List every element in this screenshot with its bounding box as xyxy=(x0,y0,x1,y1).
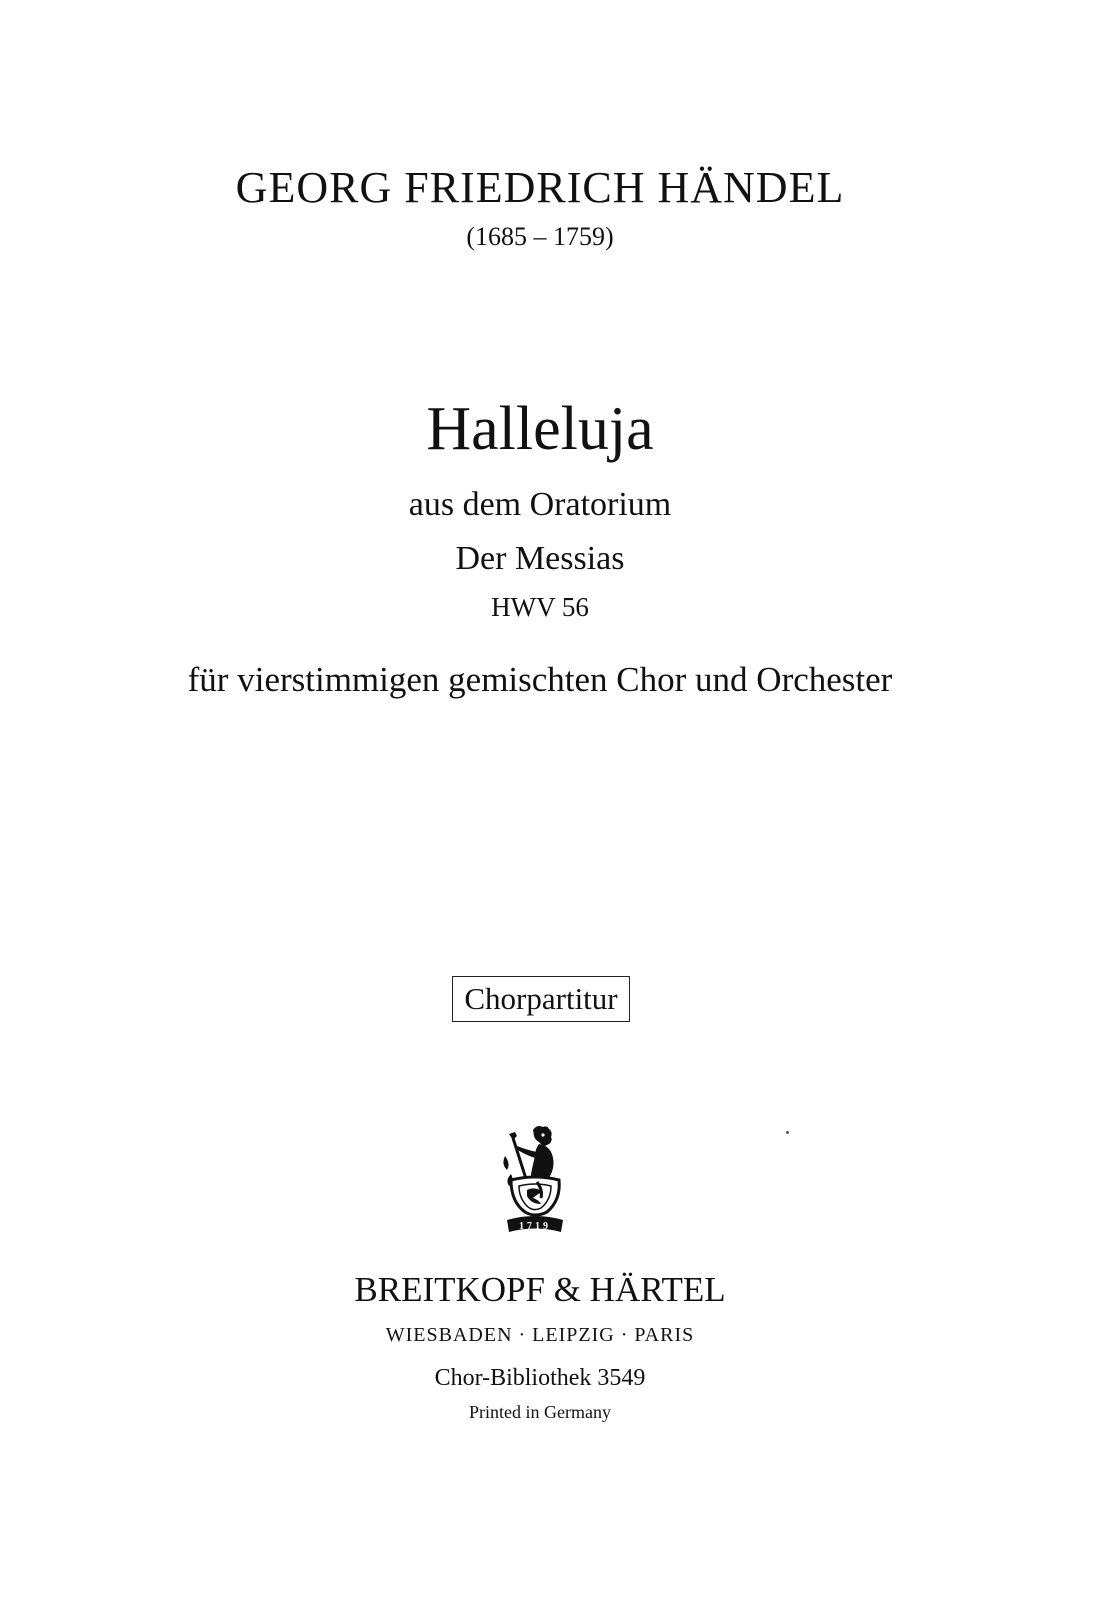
composer-name: GEORG FRIEDRICH HÄNDEL xyxy=(235,163,845,212)
leaf-ornament-left xyxy=(503,1156,508,1170)
edition-type-label: Chorpartitur xyxy=(464,981,618,1016)
printed-in-note: Printed in Germany xyxy=(469,1402,611,1422)
print-speck xyxy=(786,1131,789,1134)
publisher-emblem-svg xyxy=(497,1124,573,1238)
work-subtitle-messias: Der Messias xyxy=(455,540,625,577)
work-subtitle-oratorio: aus dem Oratorium xyxy=(408,486,672,523)
composer-dates: (1685 – 1759) xyxy=(466,222,614,251)
publisher-name: BREITKOPF & HÄRTEL xyxy=(354,1270,726,1309)
work-title: Halleluja xyxy=(426,395,654,463)
bear-with-lyre-publisher-emblem-icon xyxy=(497,1124,573,1238)
catalog-number: HWV 56 xyxy=(491,592,589,622)
series-number: Chor-Bibliothek 3549 xyxy=(434,1365,646,1391)
publisher-cities: WIESBADEN · LEIPZIG · PARIS xyxy=(385,1324,695,1346)
scoring-description: für vierstimmigen gemischten Chor und Orchester xyxy=(187,660,893,699)
edition-type-box xyxy=(452,976,630,1022)
bear-eye xyxy=(541,1133,544,1136)
year-banner-text: 1719 xyxy=(519,1221,551,1232)
lyre-staff xyxy=(513,1138,527,1182)
